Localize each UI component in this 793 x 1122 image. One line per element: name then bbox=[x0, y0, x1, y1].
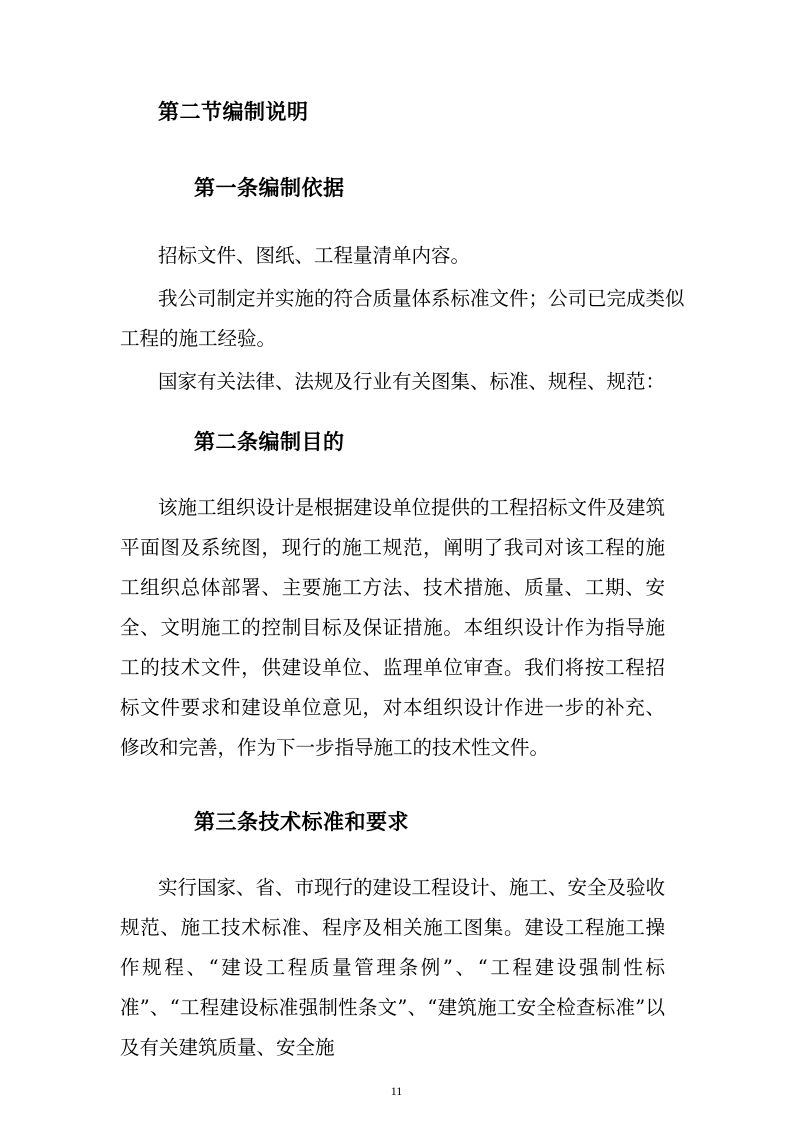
article-3-title: 第三条技术标准和要求 bbox=[194, 809, 409, 834]
article-1-line-1: 招标文件、图纸、工程量清单内容。 bbox=[158, 244, 471, 267]
article-3-body: 实行国家、省、市现行的建设工程设计、施工、安全及验收规范、施工技术标准、程序及相关施工图集。建设工程施工操作规程、“建设工程质量管理条例”、“工程建设强制性标准”、“工程建设标准强制性条文”、“建筑施工安全检查标准”以及有关建筑质量、安全施 bbox=[120, 876, 666, 1059]
page-number: 11 bbox=[390, 1084, 403, 1098]
article-1-title: 第一条编制依据 bbox=[194, 175, 345, 200]
article-1-line-2: 我公司制定并实施的符合质量体系标准文件；公司已完成类似 bbox=[158, 287, 685, 310]
article-2-body: 该施工组织设计是根据建设单位提供的工程招标文件及建筑平面图及系统图，现行的施工规范，阐明了我司对该工程的施工组织总体部署、主要施工方法、技术措施、质量、工期、安全、文明施工的控制目标及保证措施。本组织设计作为指导施工的技术文件，供建设单位、监理单位审查。我们将按工程招标文件要求和建设单位意见，对本组织设计作进一步的补充、修改和完善，作为下一步指导施工的技术性文件。 bbox=[120, 496, 666, 759]
section-title: 第二节编制说明 bbox=[158, 99, 309, 124]
article-1-line-4: 国家有关法律、法规及行业有关图集、标准、规程、规范： bbox=[158, 370, 666, 393]
article-2-title: 第二条编制目的 bbox=[194, 429, 345, 454]
article-1-line-3: 工程的施工经验。 bbox=[120, 327, 277, 350]
